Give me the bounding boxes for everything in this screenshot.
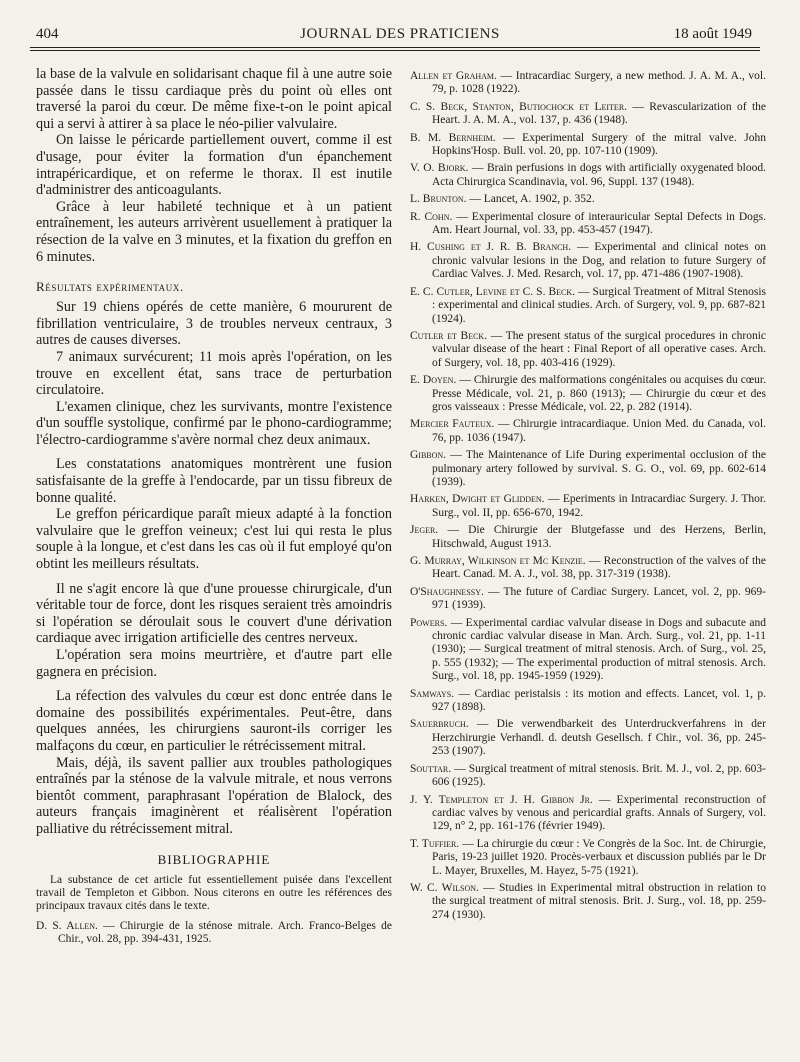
reference-authors: D. S. Allen.: [36, 919, 98, 932]
reference-authors: Allen et Graham.: [410, 70, 497, 82]
reference-entry: [410, 449, 766, 489]
reference-entry: [410, 882, 766, 922]
reference-text: — La chirurgie du cœur : Ve Congrès de la Soc. Int. de Chirurgie, Paris, 19-23 juillet 1920. Procès-verbaux et discussion publiés par le Dr L. Mayer, Bruxelles, M. Hayez, 5-75 (1921).: [432, 837, 766, 877]
right-column: [410, 70, 766, 926]
journal-title: JOURNAL DES PRATICIENS: [300, 26, 500, 42]
bibliography-heading: BIBLIOGRAPHIE: [157, 851, 271, 867]
reference-authors: Powers.: [410, 616, 448, 629]
reference-authors: Jeger.: [410, 524, 439, 537]
reference-text: — Experimental and clinical notes on chronic valvular lesions in the Dog, and relation to future Surgery of Cardiac Valves. J. Med. Resarch, vol. 17, pp. 471-486 (1907-1908).: [432, 241, 767, 281]
header-rule: [30, 47, 760, 48]
reference-entry: [410, 617, 766, 684]
reference-authors: W. C. Wilson.: [410, 881, 479, 894]
bibliography-intro: La substance de cet article fut essentiellement puisée dans l'excellent travail de Templeton et Gibbon. Nous citerons en outre les références des principaux travaux cités dans le texte.: [36, 873, 392, 913]
reference-authors: R. Cohn.: [410, 210, 453, 223]
reference-text: — Intracardiac Surgery, a new method. J. A. M. A., vol. 79, p. 1028 (1922).: [432, 70, 766, 96]
reference-text: — Chirurgie intracardiaque. Union Med. du Canada, vol. 76, pp. 1036 (1947).: [432, 418, 767, 444]
reference-entry: [410, 211, 766, 238]
paragraph: Mais, déjà, ils savent pallier aux troubles pathologiques entraînés par la sténose de la valvule mitrale, et nous verrons bientôt comment, paraphrasant l'opération de Blalock, des auteurs français imaginèrent et réalisèrent l'opération palliative du rétrécissement mitral.: [36, 754, 392, 837]
reference-entry: [410, 524, 766, 551]
reference-entry: [410, 493, 766, 520]
reference-entry: [410, 132, 766, 159]
reference-entry: [410, 418, 766, 445]
reference-authors: Harken, Dwight et Glidden.: [410, 493, 545, 506]
reference-text: — Reconstruction of the valves of the Heart. Canad. M. A. J., vol. 38, pp. 317-319 (1938).: [432, 555, 766, 581]
reference-text: — Surgical treatment of mitral stenosis. Brit. M. J., vol. 2, pp. 603-606 (1925).: [432, 762, 766, 789]
reference-entry: [410, 794, 766, 834]
reference-authors: C. S. Beck, Stanton, Butiochock et Leiter.: [410, 100, 628, 113]
reference-text: — Brain perfusions in dogs with artificially oxygenated blood. Acta Chirurgica Scandinavia, vol. 96, Suppl. 137 (1948).: [432, 162, 766, 188]
reference-authors: V. O. Bjork.: [410, 162, 469, 175]
reference-text: — Revascularization of the Heart. J. A. M. A., vol. 137, p. 436 (1948).: [432, 100, 766, 127]
reference-entry: [410, 555, 766, 582]
reference-authors: Souttar.: [410, 762, 452, 775]
issue-date: 18 août 1949: [673, 26, 752, 42]
paragraph: On laisse le péricarde partiellement ouvert, comme il est d'usage, pour éviter la formation d'un épanchement intrapéricardique, et on referme le thorax. Il est inutile d'administrer des anticoagulants.: [36, 132, 392, 199]
reference-text: — Surgical Treatment of Mitral Stenosis : experimental and clinical studies. Arch. of Surgery, vol. 9, pp. 687-821 (1924).: [432, 285, 766, 325]
reference-entry: [410, 374, 766, 414]
page-header: [0, 0, 800, 50]
reference-authors: B. M. Bernheim.: [410, 131, 496, 144]
paragraph: Il ne s'agit encore là que d'une prouesse chirurgicale, d'un véritable tour de force, dont les risques seraient très amoindris si l'opération se déroulait sous le couvert d'une dérivation cardiaque avec irrigation artificielle des centres nerveux.: [36, 580, 392, 647]
reference-authors: Samways.: [410, 687, 455, 700]
reference-authors: E. C. Cutler, Levine et C. S. Beck.: [410, 285, 575, 298]
reference-entry: [410, 193, 766, 206]
reference-authors: T. Tuffier.: [410, 837, 460, 850]
reference-authors: Mercier Fauteux.: [410, 418, 495, 431]
paragraph: Sur 19 chiens opérés de cette manière, 6 moururent de fibrillation ventriculaire, 3 de troubles nerveux centraux, 3 autres de causes diverses.: [36, 299, 392, 349]
reference-authors: Sauerbruch.: [410, 718, 469, 731]
reference-entry: [410, 586, 766, 613]
paragraph: L'opération sera moins meurtrière, et d'autre part elle gagnera en précision.: [36, 647, 392, 680]
reference-text: — Lancet, A. 1902, p. 352.: [466, 193, 595, 206]
reference-text: — Experimental Surgery of the mitral valve. John Hopkins'Hosp. Bull. vol. 20, pp. 107-110 (1909).: [432, 131, 766, 158]
paragraph: L'examen clinique, chez les survivants, montre l'existence d'un souffle systolique, confirmé par le phono-cardiogramme; l'électro-cardiogramme s'avère normal chez deux animaux.: [36, 398, 392, 448]
paragraph: 7 animaux survécurent; 11 mois après l'opération, on les trouve en excellent état, sans trace de perturbation circulatoire.: [36, 348, 392, 399]
reference-authors: H. Cushing et J. R. B. Branch.: [410, 241, 572, 254]
reference-entry: [410, 688, 766, 715]
reference-authors: E. Doyen.: [410, 374, 457, 387]
reference-entry: [410, 162, 766, 189]
paragraph: Grâce à leur habileté technique et à un patient entraînement, les auteurs arrivèrent usuellement à pratiquer la résection de la valve en 3 minutes, et la fixation du greffon en 6 minutes.: [36, 198, 392, 265]
reference-text: — Studies in Experimental mitral obstruction in relation to the surgical treatment of mitral stenosis. Brit. J. Surg., vol. 18, pp. 259-274 (1930).: [432, 881, 767, 921]
reference-authors: Cutler et Beck.: [410, 329, 488, 342]
reference-authors: L. Brunton.: [410, 193, 467, 206]
reference-text: — Cardiac peristalsis : its motion and effects. Lancet, vol. 1, p. 927 (1898).: [432, 687, 766, 714]
reference-entry: [410, 101, 766, 128]
reference-entry: [410, 718, 766, 758]
reference-text: — Eperiments in Intracardiac Surgery. J. Thor. Surg., vol. II, pp. 656-670, 1942.: [432, 493, 766, 519]
reference-text: — Chirurgie des malformations congénitales ou acquises du cœur. Presse Médicale, vol. 21, p. 860 (1913); — Chirurgie du cœur et des gros vaisseaux : Presse Médicale, vol. 22, p. 282 (1914).: [432, 374, 766, 413]
section-heading: Résultats expérimentaux.: [36, 279, 184, 295]
reference-entry: [410, 838, 766, 878]
reference-entry: [410, 241, 766, 281]
reference-text: — The future of Cardiac Surgery. Lancet, vol. 2, pp. 969-971 (1939).: [432, 585, 766, 612]
reference-authors: O'Shaughnessy.: [410, 585, 484, 598]
reference-entry: [410, 70, 766, 97]
paragraph: La réfection des valvules du cœur est donc entrée dans le domaine des possibilités expérimentales. Peut-être, dans quelques années, les chirurgiens sauront-ils corriger les malfaçons du cœur, en particulier le rétrécissement mitral.: [36, 688, 392, 754]
paragraph: Les constatations anatomiques montrèrent une fusion satisfaisante de la greffe à l'endocarde, par un tissu fibreux de bonne qualité.: [36, 456, 392, 506]
reference-text: — Die verwendbarkeit des Unterdruckverfahrens in der Herzchirurgie Verhandl. d. deutsh Gesellsch. f Chir., vol. 36, pp. 245-253 (1907).: [432, 718, 766, 758]
reference-text: — Experimental closure of interauricular Septal Defects in Dogs. Am. Heart Journal, vol. 33, pp. 453-457 (1947).: [432, 210, 766, 237]
paragraph: Le greffon péricardique paraît mieux adapté à la fonction valvulaire que le greffon veineux; c'est lui qui resta le plus souple à la longue, et c'est dans les cas où il fut employé qu'on obtint les meilleurs résultats.: [36, 506, 392, 573]
reference-authors: J. Y. Templeton et J. H. Gibbon Jr.: [410, 793, 593, 806]
reference-text: — Die Chirurgie der Blutgefasse und des Herzens, Berlin, Hitschwald, August 1913.: [432, 524, 766, 550]
reference-entry: [410, 286, 766, 326]
reference-authors: Gibbon.: [410, 449, 447, 462]
reference-entry: [410, 330, 766, 370]
reference-text: — Experimental reconstruction of cardiac valves by venous and pericardial grafts. Annals of Surgery, vol. 129, n° 2, pp. 161-176 (février 1949).: [432, 793, 766, 833]
reference-text: — Experimental cardiac valvular disease in Dogs and subacute and chronic cardiac valvular disease in Man. Arch. Surg., vol. 21, pp. 1-11 (1930); — Surgical treatment of mitral stenosis. Arch. of Surg., vol. 25, p. 555 (1932); — The experimental production of mitral stenosis. Arch. Surg., vol. 18, pp. 1945-1959 (1929).: [432, 616, 766, 683]
header-rule-thin: [30, 50, 760, 51]
left-column: [36, 66, 392, 951]
reference-text: — Chirurgie de la sténose mitrale. Arch. Franco-Belges de Chir., vol. 28, pp. 394-431, 1925.: [58, 919, 392, 946]
reference-text: — The Maintenance of Life During experimental occlusion of the pulmonary artery followed by survival. S. G. O., vol. 69, pp. 602-614 (1939).: [432, 449, 766, 488]
reference-entry: [36, 920, 392, 947]
reference-text: — The present status of the surgical procedures in chronic valvular disease of the heart : Final Report of all operative cases. Arch. of Surgery, vol. 18, pp. 403-416 (1929).: [432, 329, 766, 369]
reference-authors: G. Murray, Wilkinson et Mc Kenzie.: [410, 555, 586, 567]
page-number: 404: [36, 26, 59, 42]
reference-entry: [410, 763, 766, 790]
paragraph: la base de la valvule en solidarisant chaque fil à une autre soie passée dans le tissu cardiaque près du point où elles ont traversé la paroi du cœur. De même fixe-t-on le point apical qui a servi à attirer à sa place le néo-pilier valvulaire.: [36, 66, 392, 132]
